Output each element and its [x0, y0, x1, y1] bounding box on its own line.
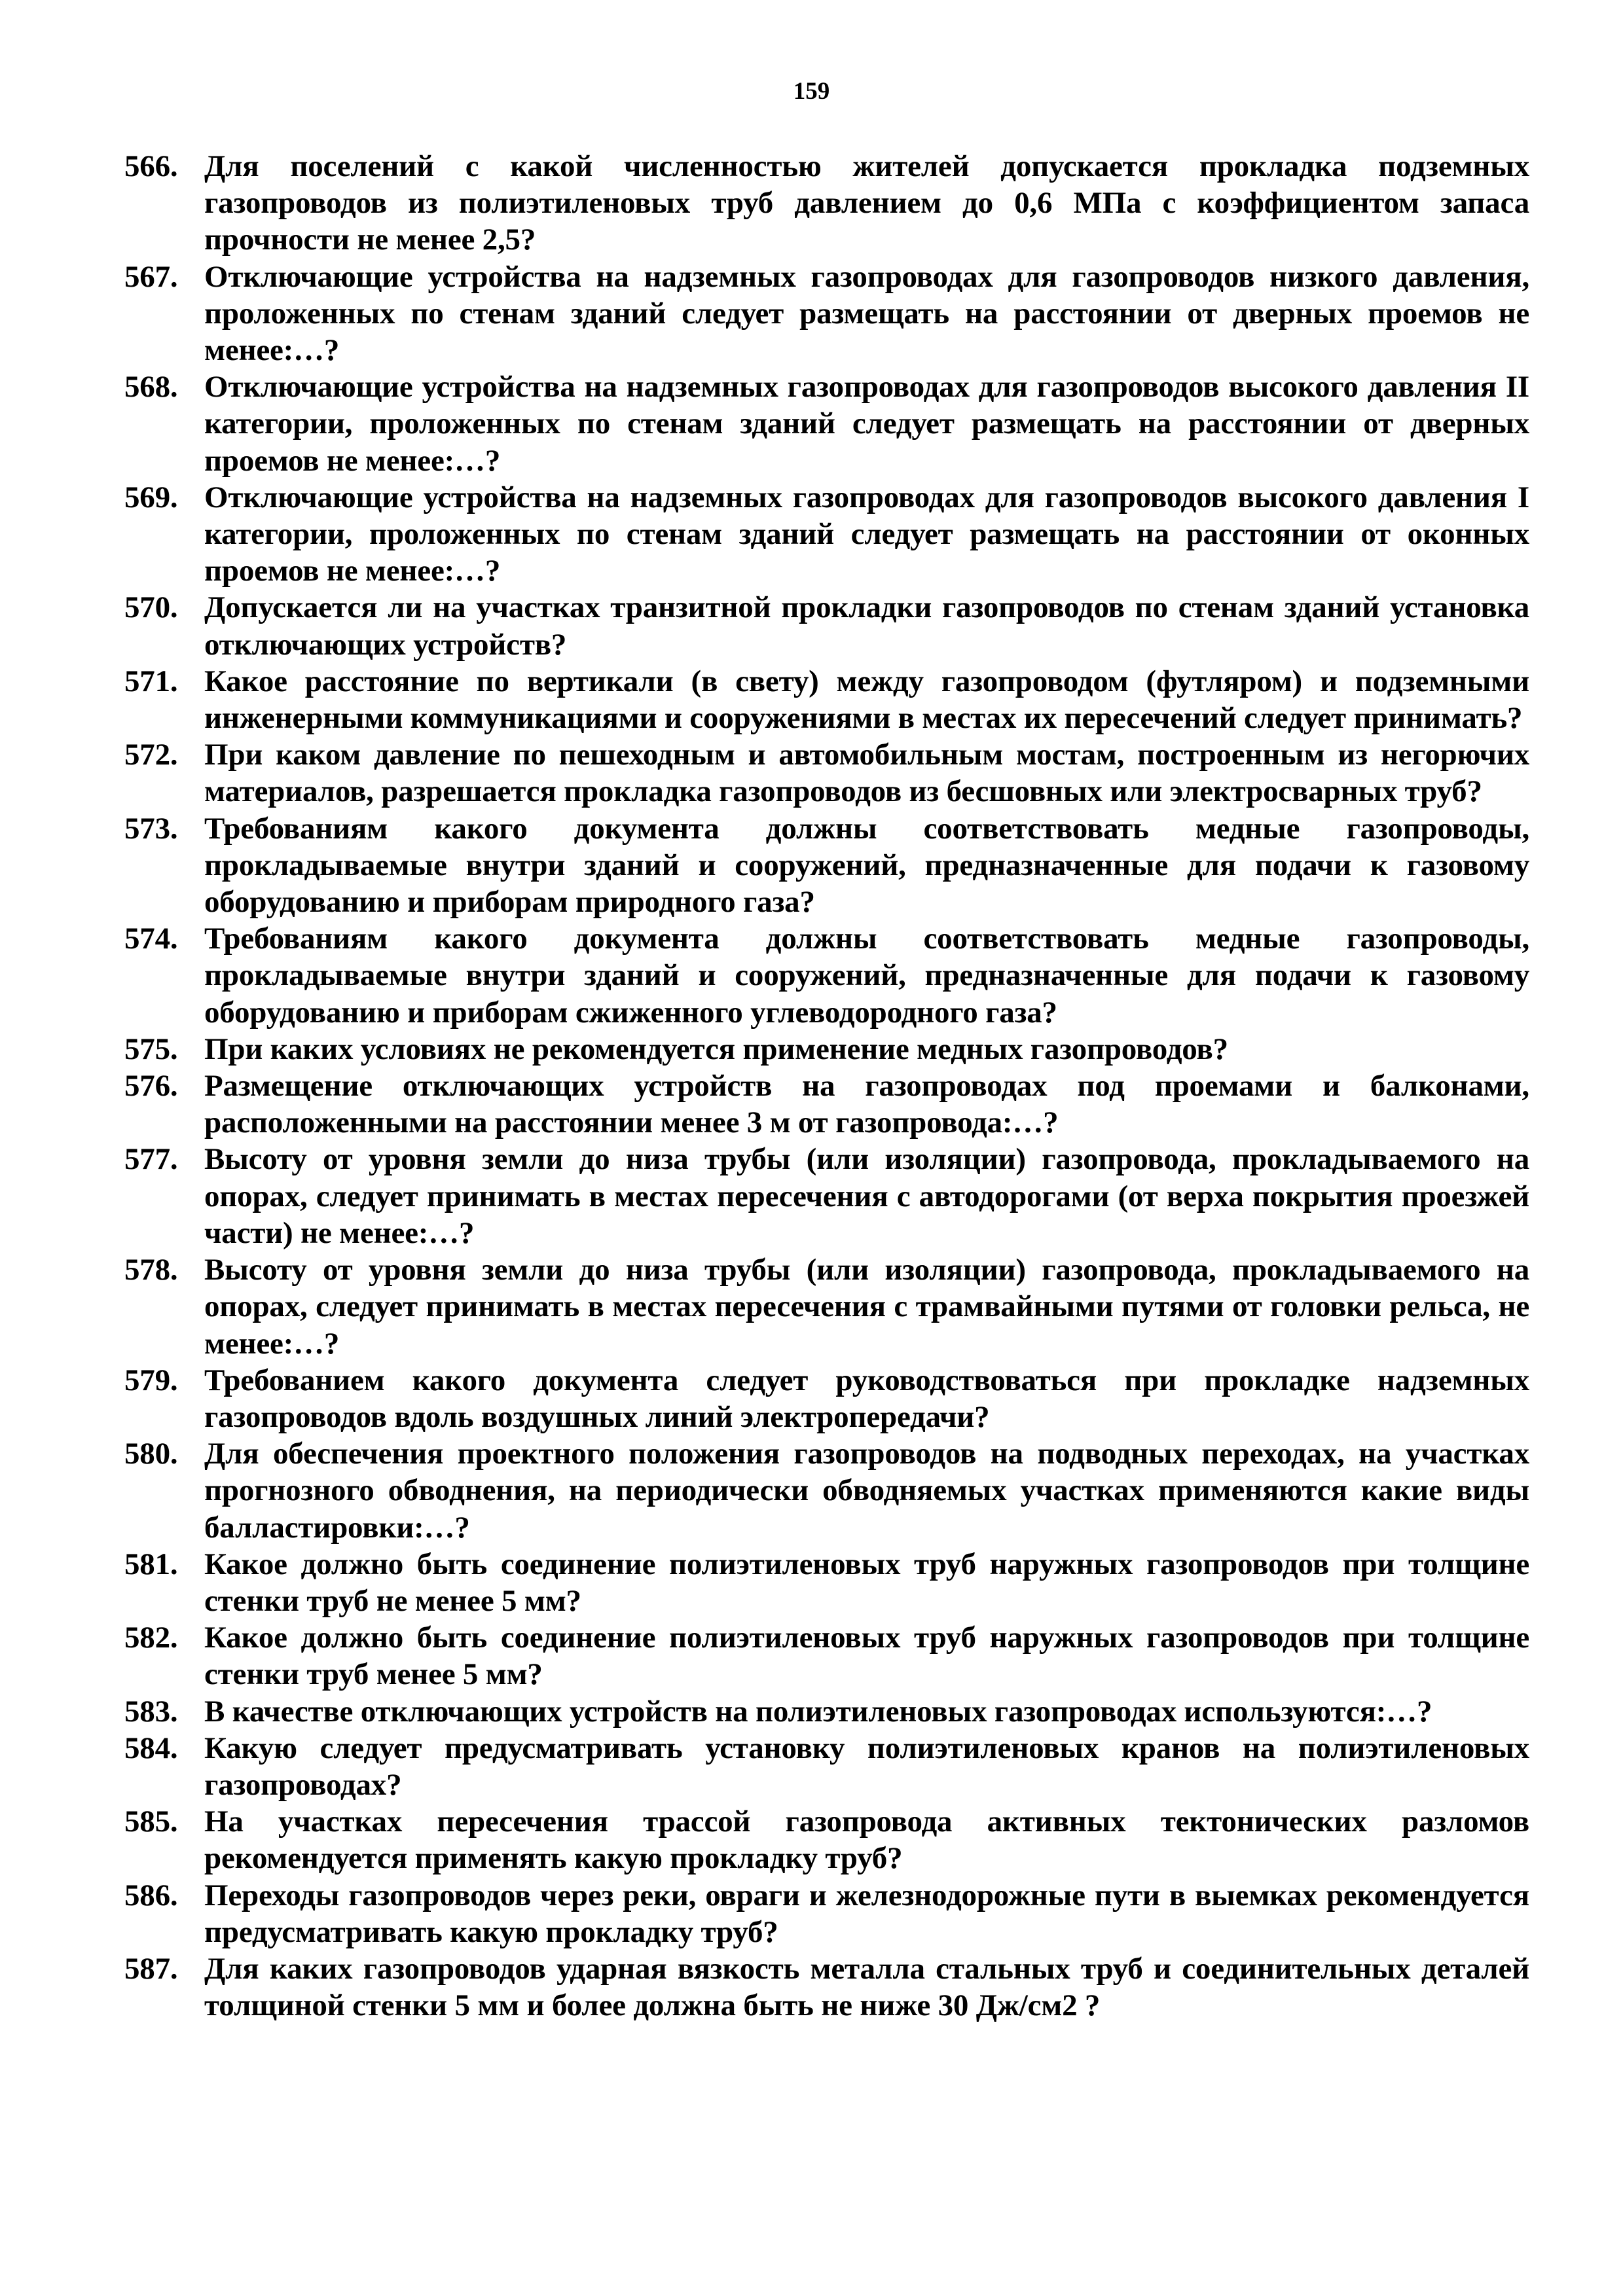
question-item — [124, 148, 1529, 259]
question-number: 582. — [124, 1621, 178, 1655]
question-text: Высоту от уровня земли до низа трубы (или изоляции) газопровода, прокладываемого на опорах, следует принимать в местах пересечения с автодорогами (от верха покрытия проезжей части) не менее:…? — [204, 1142, 1529, 1250]
question-item — [124, 1950, 1529, 2024]
question-number: 572. — [124, 738, 178, 772]
question-item — [124, 1141, 1529, 1251]
question-number: 575. — [124, 1031, 178, 1066]
question-text: Какое должно быть соединение полиэтиленовых труб наружных газопроводов при толщине стенки труб менее 5 мм? — [204, 1621, 1529, 1692]
question-text: Размещение отключающих устройств на газопроводах под проемами и балконами, расположенными на расстоянии менее 3 м от газопровода:…? — [204, 1069, 1529, 1140]
question-number: 573. — [124, 811, 178, 846]
question-text: Переходы газопроводов через реки, овраги и железнодорожные пути в выемках рекомендуется предусматривать какую прокладку труб? — [204, 1878, 1529, 1949]
question-number: 583. — [124, 1694, 178, 1729]
question-item — [124, 736, 1529, 810]
question-number: 568. — [124, 370, 178, 404]
question-number: 581. — [124, 1547, 178, 1581]
question-number: 570. — [124, 590, 178, 625]
question-item — [124, 589, 1529, 662]
question-text: Для обеспечения проектного положения газопроводов на подводных переходах, на участках прогнозного обводнения, на периодически обводняемых участках применяются какие виды балластировки:…? — [204, 1437, 1529, 1545]
question-text: Отключающие устройства на надземных газопроводах для газопроводов высокого давления II категории, проложенных по стенам зданий следует размещать на расстоянии от дверных проемов не менее:…? — [204, 370, 1529, 478]
question-item — [124, 368, 1529, 479]
question-number: 577. — [124, 1142, 178, 1177]
question-item — [124, 1877, 1529, 1950]
question-item — [124, 810, 1529, 921]
question-item — [124, 920, 1529, 1031]
question-item — [124, 1730, 1529, 1803]
question-text: Требованиям какого документа должны соответствовать медные газопроводы, прокладываемые внутри зданий и сооружений, предназначенные для подачи к газовому оборудованию и приборам природного газа? — [204, 811, 1529, 920]
question-text: Требованиям какого документа должны соответствовать медные газопроводы, прокладываемые внутри зданий и сооружений, предназначенные для подачи к газовому оборудованию и приборам сжиженного углеводородного газа? — [204, 922, 1529, 1030]
question-number: 579. — [124, 1363, 178, 1397]
question-item — [124, 1546, 1529, 1619]
question-number: 567. — [124, 259, 178, 294]
question-item — [124, 479, 1529, 590]
question-item — [124, 1619, 1529, 1693]
question-number: 585. — [124, 1804, 178, 1839]
question-text: При каких условиях не рекомендуется применение медных газопроводов? — [204, 1031, 1228, 1066]
question-number: 584. — [124, 1731, 178, 1765]
question-item — [124, 1435, 1529, 1546]
question-item — [124, 1803, 1529, 1876]
question-number: 576. — [124, 1069, 178, 1103]
question-item — [124, 1031, 1529, 1067]
question-text: Допускается ли на участках транзитной прокладки газопроводов по стенам зданий установка отключающих устройств? — [204, 590, 1529, 662]
question-number: 571. — [124, 664, 178, 698]
question-number: 566. — [124, 149, 178, 183]
page-number: 159 — [793, 78, 830, 105]
question-number: 580. — [124, 1437, 178, 1471]
question-text: Для поселений с какой численностью жителей допускается прокладка подземных газопроводов из полиэтиленовых труб давлением до 0,6 МПа с коэффициентом запаса прочности не менее 2,5? — [204, 149, 1529, 257]
question-text: Какое расстояние по вертикали (в свету) между газопроводом (футляром) и подземными инженерными коммуникациями и сооружениями в местах их пересечений следует принимать? — [204, 664, 1529, 736]
question-item — [124, 1251, 1529, 1362]
question-list — [124, 148, 1529, 2024]
question-item — [124, 1067, 1529, 1141]
question-item — [124, 663, 1529, 736]
question-text: Отключающие устройства на надземных газопроводах для газопроводов высокого давления I категории, проложенных по стенам зданий следует размещать на расстоянии от оконных проемов не менее:…? — [204, 480, 1529, 588]
question-number: 586. — [124, 1878, 178, 1912]
question-text: Для каких газопроводов ударная вязкость металла стальных труб и соединительных деталей толщиной стенки 5 мм и более должна быть не ниже 30 Дж/см2 ? — [204, 1951, 1529, 2023]
question-number: 574. — [124, 922, 178, 956]
question-item — [124, 259, 1529, 369]
question-text: Какое должно быть соединение полиэтиленовых труб наружных газопроводов при толщине стенки труб не менее 5 мм? — [204, 1547, 1529, 1618]
question-text: В качестве отключающих устройств на полиэтиленовых газопроводах используются:…? — [204, 1694, 1432, 1729]
question-text: На участках пересечения трассой газопровода активных тектонических разломов рекомендуется применять какую прокладку труб? — [204, 1804, 1529, 1876]
question-text: Какую следует предусматривать установку полиэтиленовых кранов на полиэтиленовых газопроводах? — [204, 1731, 1529, 1802]
question-item — [124, 1693, 1529, 1730]
question-number: 578. — [124, 1253, 178, 1287]
question-text: Отключающие устройства на надземных газопроводах для газопроводов низкого давления, проложенных по стенам зданий следует размещать на расстоянии от дверных проемов не менее:…? — [204, 259, 1529, 368]
question-number: 569. — [124, 480, 178, 514]
question-number: 587. — [124, 1951, 178, 1986]
question-text: Высоту от уровня земли до низа трубы (или изоляции) газопровода, прокладываемого на опорах, следует принимать в местах пересечения с трамвайными путями от головки рельса, не менее:…? — [204, 1253, 1529, 1361]
question-item — [124, 1362, 1529, 1435]
question-text: Требованием какого документа следует руководствоваться при прокладке надземных газопроводов вдоль воздушных линий электропередачи? — [204, 1363, 1529, 1434]
question-text: При каком давление по пешеходным и автомобильным мостам, построенным из негорючих материалов, разрешается прокладка газопроводов из бесшовных или электросварных труб? — [204, 738, 1529, 809]
